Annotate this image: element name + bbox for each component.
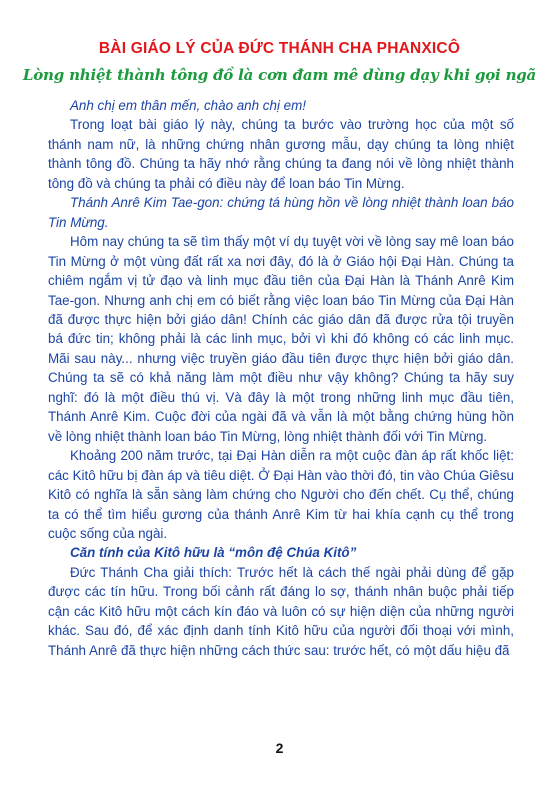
page-number: 2	[275, 740, 284, 756]
body-paragraph: Đức Thánh Cha giải thích: Trước hết là cách thế ngài phải dùng để gặp được các tín hữu. Trong bối cảnh rất đáng lo sợ, thánh nhân buộc phải tiếp cận các Kitô hữu một cách kín đáo và luôn có sự hiện diện của những người khác. Sau đó, để xác định danh tính Kitô hữu của người đối thoại với mình, Thánh Anrê đã thực hiện những cách thức sau: trước hết, có một dấu hiệu đã	[48, 564, 514, 658]
page-subtitle: Lòng nhiệt thành tông đồ là cơn đam mê dùng dạy khi gọi ngã	[22, 66, 537, 84]
intro-paragraph: Trong loạt bài giáo lý này, chúng ta bước vào trường học của một số thánh nam nữ, là những chứng nhân gương mẫu, dạy chúng ta lòng nhiệt thành tông đồ. Chúng ta hãy nhớ rằng chúng ta đang nói về lòng nhiệt thành tông đồ và chúng ta phải có điều này để loan báo Tin Mừng.	[48, 117, 514, 191]
body-paragraph: Hôm nay chúng ta sẽ tìm thấy một ví dụ tuyệt vời về lòng say mê loan báo Tin Mừng ở một vùng đất rất xa nơi đây, đó là ở Giáo hội Đại Hàn. Chúng ta chiêm ngắm vị tử đạo và linh mục đầu tiên của Đại Hàn là Thánh Anrê Kim Tae-gon. Nhưng anh chị em có biết rằng việc loan báo Tin Mừng của Đại Hàn đã được thực hiện bởi giáo dân! Chính các giáo dân đã được rửa tội truyền bá đức tin; không phải là các linh mục, bởi vì khi đó không có các linh mục. Mãi sau này... nhưng việc truyền giáo đầu tiên được thực hiện bởi giáo dân. Chúng ta sẽ có khả năng làm một điều như vậy không? Chúng ta hãy suy nghĩ: đó là một điều thú vị. Và đây là một trong những linh mục đầu tiên, Thánh Anrê Kim. Cuộc đời của ngài đã và vẫn là một bằng chứng hùng hồn về lòng nhiệt thành loan báo Tin Mừng, lòng nhiệt thành đối với Tin Mừng.	[48, 234, 514, 444]
saint-intro-paragraph: Thánh Anrê Kim Tae-gon: chứng tá hùng hồn về lòng nhiệt thành loan báo Tin Mừng.	[48, 195, 514, 230]
section-heading: Căn tính của Kitô hữu là “môn đệ Chúa Kitô”	[70, 545, 357, 561]
article-body	[48, 96, 514, 660]
greeting-paragraph: Anh chị em thân mến, chào anh chị em!	[70, 98, 306, 113]
page-title: BÀI GIÁO LÝ CỦA ĐỨC THÁNH CHA PHANXICÔ	[98, 40, 461, 57]
body-paragraph: Khoảng 200 năm trước, tại Đại Hàn diễn ra một cuộc đàn áp rất khốc liệt: các Kitô hữu bị đàn áp và tiêu diệt. Ở Đại Hàn vào thời đó, tin vào Chúa Giêsu Kitô có nghĩa là sẵn sàng làm chứng cho Người cho đến chết. Cụ thể, chúng ta có thể tìm hiểu gương của thánh Anrê Kim từ hai khía cạnh cụ thể trong cuộc sống của ngài.	[48, 448, 514, 541]
